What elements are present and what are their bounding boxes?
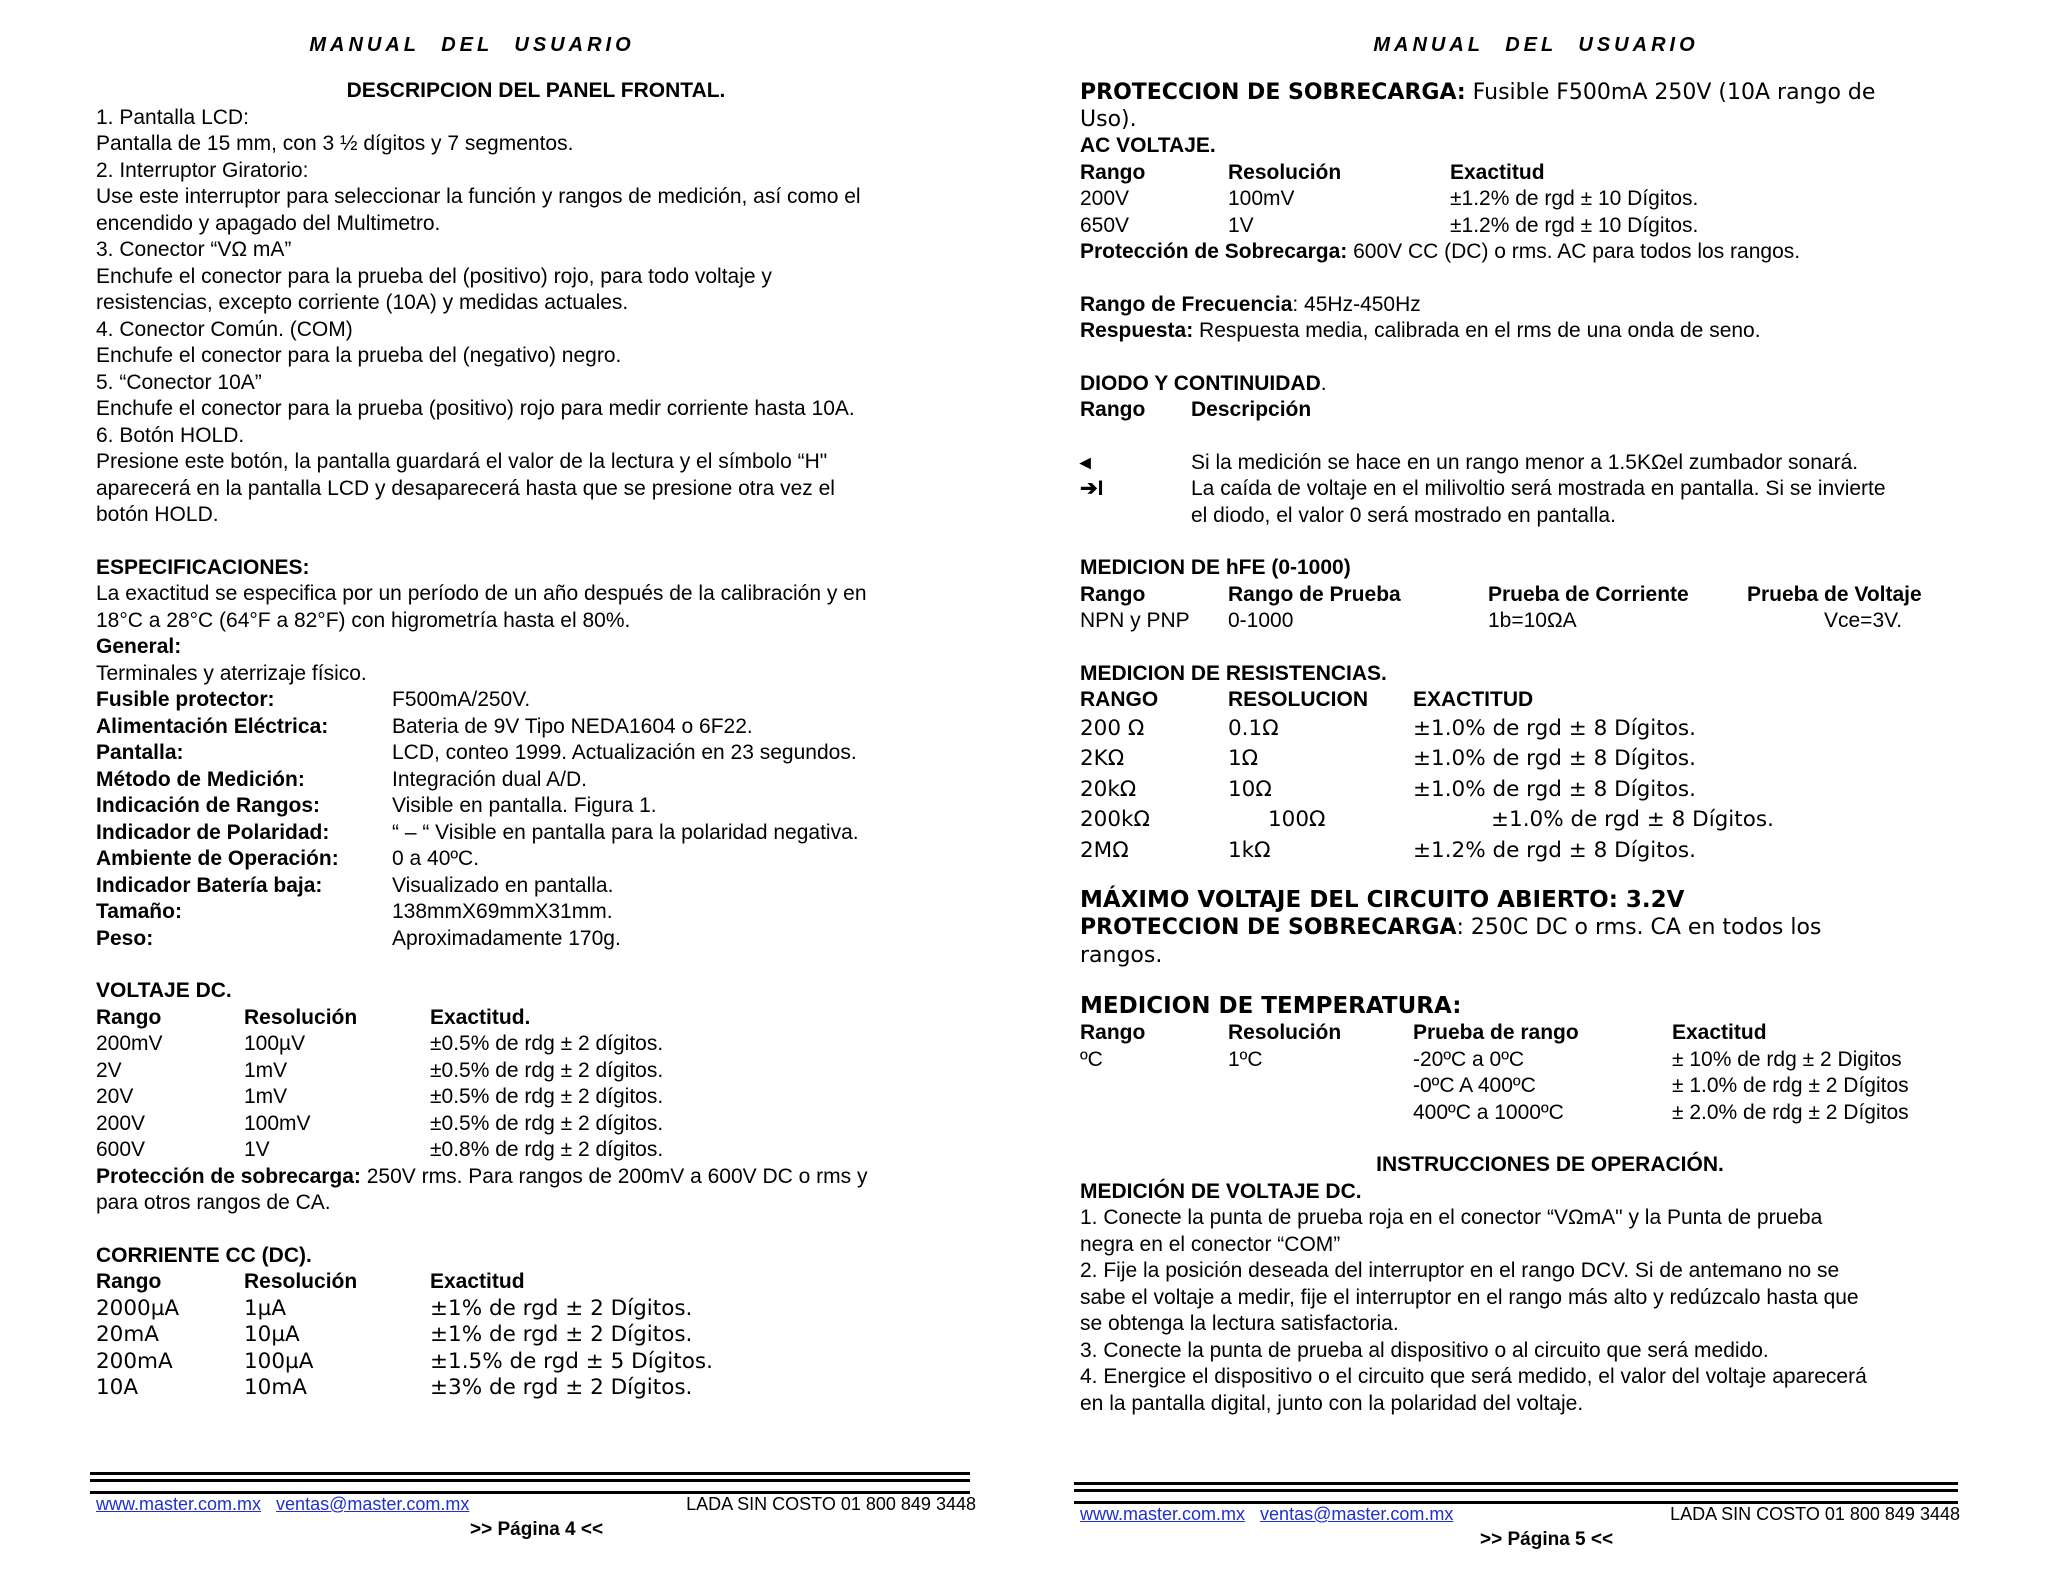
cell: ± 10% de rdg ± 2 Digitos — [1672, 1047, 1902, 1071]
cell: 2MΩ — [1080, 837, 1129, 863]
col-header: Rango — [1080, 582, 1146, 606]
cell: ±1.2% de rgd ± 8 Dígitos. — [1413, 837, 1696, 863]
table-row — [96, 1322, 976, 1349]
spec-label: Peso: — [96, 926, 154, 950]
email-link[interactable]: ventas@master.com.mx — [1260, 1504, 1454, 1524]
page-content — [96, 78, 976, 1402]
cell: 100µV — [244, 1032, 306, 1055]
text-line: encendido y apagado del Multimetro. — [96, 211, 441, 235]
text-line: 6. Botón HOLD. — [96, 423, 245, 447]
cell: ±1.0% de rgd ± 8 Dígitos. — [1491, 807, 1774, 832]
cell: ±0.8% de rdg ± 2 dígitos. — [430, 1138, 664, 1161]
spec-row — [96, 767, 976, 794]
cell: 1mV — [244, 1085, 288, 1108]
cell: 20mA — [96, 1322, 160, 1347]
page-number: >> Página 5 << — [1480, 1529, 1614, 1550]
col-header: Prueba de rango — [1413, 1021, 1579, 1044]
cell: 10mA — [244, 1375, 308, 1400]
spec-row — [96, 820, 976, 847]
cell: 600V — [96, 1138, 146, 1161]
col-header: Rango — [1080, 1021, 1146, 1044]
text-line: 5. “Conector 10A” — [96, 370, 262, 394]
value: : 250C DC o rms. CA en todos los — [1456, 915, 1822, 940]
cell: ± 2.0% de rdg ± 2 Dígitos — [1672, 1100, 1909, 1124]
label: Respuesta: — [1080, 319, 1194, 342]
spec-row — [96, 926, 976, 953]
spec-label: Indicación de Rangos: — [96, 794, 321, 817]
text-line: se obtenga la lectura satisfactoria. — [1080, 1312, 1399, 1335]
cell: 20kΩ — [1080, 776, 1137, 802]
spec-label: Ambiente de Operación: — [96, 847, 339, 870]
cell — [1228, 1073, 1413, 1100]
table-row — [1080, 1047, 2020, 1074]
vdc-protection-cont: para otros rangos de CA. — [96, 1191, 331, 1214]
table-row — [1080, 186, 2020, 213]
col-header: Exactitud — [430, 1270, 525, 1293]
frequency-range — [1080, 292, 2020, 319]
table-row — [1080, 714, 2020, 745]
general-spec-list — [96, 687, 976, 952]
value: 250V rms. Para rangos de 200mV a 600V DC o rms y — [360, 1164, 868, 1188]
text-line: 1. Conecte la punta de prueba roja en el conector “VΩmA" y la Punta de prueba — [1080, 1206, 1823, 1229]
text-line: 4. Energice el dispositivo o el circuito que será medido, el valor del voltaje aparecerá — [1080, 1365, 1867, 1388]
website-link[interactable]: www.master.com.mx — [96, 1494, 262, 1514]
cell: 100mV — [244, 1111, 311, 1135]
cell: 2KΩ — [1080, 746, 1125, 771]
col-header: Exactitud. — [430, 1005, 531, 1029]
spec-label: Tamaño: — [96, 900, 182, 923]
text-line: 1. Pantalla LCD: — [96, 105, 249, 129]
cell: 1µA — [244, 1295, 287, 1321]
table-header — [96, 1269, 976, 1296]
section-title: MEDICION DE RESISTENCIAS. — [1080, 661, 1387, 685]
spec-label: Pantalla: — [96, 741, 184, 764]
ac-protection — [1080, 239, 2020, 266]
section-title: MEDICION DE hFE (0-1000) — [1080, 556, 1351, 579]
table-header — [1080, 397, 2020, 424]
col-header: Rango — [1080, 160, 1146, 184]
table-row — [96, 1137, 976, 1164]
text-line: 2. Fije la posición deseada del interruptor en el rango DCV. Si de antemano no se — [1080, 1259, 1840, 1282]
section-title: INSTRUCCIONES DE OPERACIÓN. — [1376, 1153, 1724, 1176]
table-header — [1080, 1020, 2020, 1047]
symbol-icon — [1080, 503, 1191, 530]
table-header — [1080, 160, 2020, 187]
cc-table — [96, 1296, 976, 1402]
cell: 100µA — [244, 1348, 314, 1374]
cell: ±1.0% de rgd ± 8 Dígitos. — [1413, 776, 1696, 802]
page-5 — [1024, 0, 2048, 1582]
label: Rango de Frecuencia — [1080, 292, 1293, 316]
value: Fusible F500mA 250V (10A rango de — [1465, 80, 1876, 105]
overload-protection — [1080, 80, 2020, 107]
spec-row — [96, 740, 976, 767]
cell: el diodo, el valor 0 será mostrado en pantalla. — [1191, 503, 1616, 527]
diode-table — [1080, 450, 2020, 530]
page-content — [1080, 80, 2020, 1417]
response — [1080, 318, 2020, 345]
table-row — [1080, 836, 2020, 867]
cell: Si la medición se hace en un rango menor a 1.5KΩel zumbador sonará. — [1191, 450, 1859, 474]
text-line: 2. Interruptor Giratorio: — [96, 158, 309, 182]
table-row — [1080, 476, 2020, 503]
label: PROTECCION DE SOBRECARGA: — [1080, 80, 1466, 105]
text-line: botón HOLD. — [96, 503, 219, 526]
table-row — [96, 1375, 976, 1402]
cell: ±0.5% de rdg ± 2 dígitos. — [430, 1085, 664, 1108]
col-header: RANGO — [1080, 688, 1159, 711]
phone-text: LADA SIN COSTO 01 800 849 3448 — [1670, 1504, 1960, 1524]
cell: Vce=3V. — [1824, 609, 1903, 632]
table-row — [96, 1058, 976, 1085]
overload-protection-cont: Uso). — [1080, 106, 1137, 132]
cell: 0.1Ω — [1228, 715, 1279, 741]
text-line: Enchufe el conector para la prueba (positivo) rojo para medir corriente hasta 10A. — [96, 397, 855, 420]
spec-label: Alimentación Eléctrica: — [96, 714, 329, 738]
spec-row — [96, 687, 976, 714]
table-row — [1080, 805, 2020, 836]
cell: 100mV — [1228, 187, 1295, 210]
section-title: CORRIENTE CC (DC). — [96, 1243, 312, 1267]
text-line: Enchufe el conector para la prueba del (positivo) rojo, para todo voltaje y — [96, 264, 772, 288]
text-line: negra en el conector “COM” — [1080, 1232, 1341, 1256]
section-title: DESCRIPCION DEL PANEL FRONTAL. — [346, 79, 726, 102]
col-header: Resolución — [1228, 1021, 1342, 1044]
col-header: Rango — [96, 1270, 162, 1293]
page-header: MANUAL DEL USUARIO — [309, 34, 635, 56]
label: Protección de sobrecarga: — [96, 1164, 361, 1188]
cell: ±1.2% de rgd ± 10 Dígitos. — [1450, 187, 1699, 210]
cell: ±0.5% de rdg ± 2 dígitos. — [430, 1058, 664, 1082]
table-row — [96, 1031, 976, 1058]
text-line: resistencias, excepto corriente (10A) y medidas actuales. — [96, 291, 629, 314]
section-title: MEDICION DE TEMPERATURA: — [1080, 993, 1462, 1019]
text-line: Pantalla de 15 mm, con 3 ½ dígitos y 7 segmentos. — [96, 132, 574, 155]
spec-value: “ – “ Visible en pantalla para la polaridad negativa. — [392, 820, 859, 844]
footer-rule — [1074, 1482, 1958, 1504]
vdc-protection — [96, 1164, 976, 1191]
col-header: Descripción — [1191, 398, 1312, 421]
cell: -20ºC a 0ºC — [1413, 1047, 1525, 1071]
cell — [1228, 1100, 1413, 1127]
cell: 2V — [96, 1058, 122, 1082]
symbol-icon: ➔I — [1080, 477, 1104, 500]
text-line: 3. Conector “VΩ mA” — [96, 238, 292, 261]
phone-text: LADA SIN COSTO 01 800 849 3448 — [686, 1494, 976, 1514]
cell: 650V — [1080, 213, 1130, 237]
footer — [1080, 1504, 1960, 1525]
col-header: RESOLUCION — [1228, 688, 1369, 711]
table-row — [96, 1296, 976, 1323]
text-line: en la pantalla digital, junto con la polaridad del voltaje. — [1080, 1391, 1584, 1415]
panel-description — [96, 105, 976, 529]
table-header — [96, 1005, 976, 1032]
spec-label: Método de Medición: — [96, 767, 305, 791]
cell: ±0.5% de rdg ± 2 dígitos. — [430, 1032, 664, 1055]
section-title: MÁXIMO VOLTAJE DEL CIRCUITO ABIERTO: 3.2V — [1080, 887, 1685, 913]
col-header: Resolución — [244, 1270, 358, 1293]
spec-value: Visualizado en pantalla. — [392, 873, 614, 897]
cell: ºC — [1080, 1047, 1103, 1071]
general-text: Terminales y aterrizaje físico. — [96, 661, 367, 685]
col-header: Prueba de Voltaje — [1747, 582, 1922, 606]
spec-label: Fusible protector: — [96, 688, 275, 711]
cell: 100Ω — [1268, 807, 1326, 832]
value: Respuesta media, calibrada en el rms de una onda de seno. — [1193, 319, 1761, 342]
spec-label: Indicador de Polaridad: — [96, 820, 330, 844]
spec-value: Visible en pantalla. Figura 1. — [392, 794, 657, 817]
website-link[interactable]: www.master.com.mx — [1080, 1504, 1246, 1524]
table-row — [1080, 608, 2020, 635]
col-header: Exactitud — [1450, 160, 1545, 184]
cell: 1b=10ΩA — [1488, 609, 1577, 632]
table-row — [96, 1111, 976, 1138]
cell: 1Ω — [1228, 746, 1259, 771]
cell: 200kΩ — [1080, 807, 1150, 832]
col-header: Prueba de Corriente — [1488, 582, 1689, 606]
cell: 400ºC a 1000ºC — [1413, 1100, 1564, 1124]
col-header: Rango — [1080, 398, 1146, 421]
spec-intro-line: 18°C a 28°C (64°F a 82°F) con higrometría hasta el 80%. — [96, 608, 631, 632]
spec-row — [96, 846, 976, 873]
cell: ±1.0% de rgd ± 8 Dígitos. — [1413, 746, 1696, 771]
spec-value: 138mmX69mmX31mm. — [392, 900, 613, 923]
table-row — [1080, 1100, 2020, 1127]
cell: -0ºC A 400ºC — [1413, 1074, 1536, 1097]
spec-intro-line: La exactitud se especifica por un período de un año después de la calibración y en — [96, 582, 867, 605]
table-row — [1080, 503, 2020, 530]
cell: NPN y PNP — [1080, 609, 1190, 632]
table-row — [1080, 213, 2020, 240]
spec-row — [96, 793, 976, 820]
value: : 45Hz-450Hz — [1292, 292, 1421, 316]
res-protection-cont: rangos. — [1080, 943, 1163, 968]
cell: 200 Ω — [1080, 715, 1145, 741]
cell: 1mV — [244, 1058, 288, 1082]
text-line: 3. Conecte la punta de prueba al dispositivo o al circuito que será medido. — [1080, 1338, 1769, 1362]
cell: ±1.2% de rgd ± 10 Dígitos. — [1450, 213, 1699, 237]
cell: 200V — [96, 1111, 146, 1135]
cell: ±1.5% de rgd ± 5 Dígitos. — [430, 1348, 713, 1374]
symbol-icon: ◂ — [1080, 450, 1091, 474]
cell: 10A — [96, 1375, 139, 1400]
cell: 1kΩ — [1228, 837, 1271, 863]
value: 600V CC (DC) o rms. AC para todos los rangos. — [1347, 240, 1801, 263]
table-header — [1080, 687, 2020, 714]
cell: 200V — [1080, 187, 1130, 210]
cell: ± 1.0% de rdg ± 2 Dígitos — [1672, 1074, 1909, 1097]
section-title: ESPECIFICACIONES: — [96, 555, 310, 579]
spec-value: 0 a 40ºC. — [392, 847, 480, 870]
email-link[interactable]: ventas@master.com.mx — [276, 1494, 470, 1514]
col-header: Exactitud — [1672, 1021, 1767, 1044]
cell: ±1% de rgd ± 2 Dígitos. — [430, 1295, 693, 1321]
cell: ±1.0% de rgd ± 8 Dígitos. — [1413, 715, 1696, 741]
col-header: Rango — [96, 1005, 162, 1029]
instructions — [1080, 1205, 2020, 1417]
section-title: DIODO Y CONTINUIDAD. — [1080, 371, 1327, 395]
table-header — [1080, 582, 2020, 609]
text-line: Use este interruptor para seleccionar la función y rangos de medición, así como el — [96, 185, 861, 208]
res-protection — [1080, 914, 2020, 942]
col-header: Resolución — [244, 1005, 358, 1029]
spec-value: Integración dual A/D. — [392, 767, 587, 791]
label: Protección de Sobrecarga: — [1080, 240, 1348, 263]
cell: 0-1000 — [1228, 609, 1294, 632]
resistance-table — [1080, 714, 2020, 867]
cell: La caída de voltaje en el milivoltio será mostrada en pantalla. Si se invierte — [1191, 477, 1886, 500]
cell: 1ºC — [1228, 1047, 1263, 1071]
footer-rule — [90, 1472, 970, 1494]
cell: 1V — [1228, 213, 1254, 237]
spec-value: F500mA/250V. — [392, 688, 531, 711]
cell: 2000µA — [96, 1295, 180, 1321]
cell — [1080, 1100, 1228, 1127]
table-row — [1080, 1073, 2020, 1100]
col-header: Rango de Prueba — [1228, 582, 1401, 606]
text-line: Presione este botón, la pantalla guardará el valor de la lectura y el símbolo “H" — [96, 450, 828, 473]
table-row — [96, 1349, 976, 1376]
cell: 20V — [96, 1085, 134, 1108]
spec-label: Indicador Batería baja: — [96, 873, 323, 897]
vdc-table — [96, 1031, 976, 1164]
section-title: VOLTAJE DC. — [96, 979, 232, 1002]
cell: ±1% de rgd ± 2 Dígitos. — [430, 1322, 693, 1347]
table-row — [96, 1084, 976, 1111]
col-header: Resolución — [1228, 160, 1342, 184]
table-row — [1080, 744, 2020, 775]
temperature-table — [1080, 1047, 2020, 1127]
general-label: General: — [96, 635, 182, 658]
section-title: AC VOLTAJE. — [1080, 134, 1216, 157]
spec-row — [96, 899, 976, 926]
cell: ±3% de rgd ± 2 Dígitos. — [430, 1375, 693, 1400]
label: PROTECCION DE SOBRECARGA — [1080, 915, 1457, 940]
text-line: aparecerá en la pantalla LCD y desaparecerá hasta que se presione otra vez el — [96, 476, 835, 500]
table-row — [1080, 450, 2020, 477]
spec-row — [96, 873, 976, 900]
cell: 200mV — [96, 1032, 163, 1055]
spec-value: Bateria de 9V Tipo NEDA1604 o 6F22. — [392, 714, 753, 738]
text-line: 4. Conector Común. (COM) — [96, 317, 353, 341]
page-header: MANUAL DEL USUARIO — [1373, 34, 1699, 56]
subsection-title: MEDICIÓN DE VOLTAJE DC. — [1080, 1179, 1362, 1203]
spec-value: Aproximadamente 170g. — [392, 926, 621, 950]
cell: ±0.5% de rdg ± 2 dígitos. — [430, 1111, 664, 1135]
cell: 200mA — [96, 1348, 173, 1374]
spec-value: LCD, conteo 1999. Actualización en 23 segundos. — [392, 741, 857, 764]
page-number: >> Página 4 << — [470, 1519, 604, 1540]
text-line: sabe el voltaje a medir, fije el interruptor en el rango más alto y redúzcalo hasta que — [1080, 1285, 1859, 1309]
cell: 1V — [244, 1138, 270, 1161]
text-line: Enchufe el conector para la prueba del (negativo) negro. — [96, 344, 622, 367]
table-row — [1080, 775, 2020, 806]
footer — [96, 1494, 976, 1515]
cell — [1080, 1073, 1228, 1100]
cell: 10Ω — [1228, 776, 1272, 802]
cell: 10µA — [244, 1322, 300, 1347]
col-header: EXACTITUD — [1413, 688, 1534, 711]
ac-table — [1080, 186, 2020, 239]
spec-row — [96, 714, 976, 741]
